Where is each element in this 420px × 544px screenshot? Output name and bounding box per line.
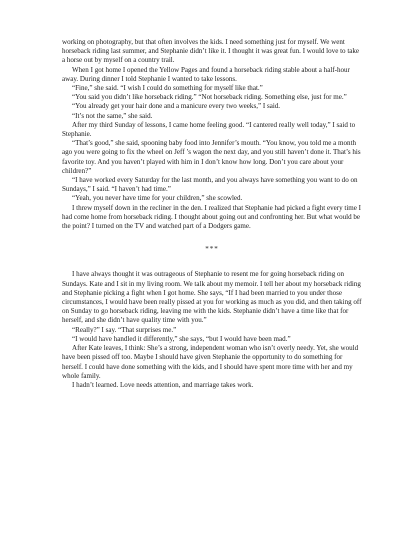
paragraph: I threw myself down in the recliner in the den. I realized that Stephanie had picked a fight every time I had come home from horseback riding. I thought about going out and confronting her. But what would be the point? I turned on the TV and watched part of a Dodgers game. xyxy=(62,203,362,231)
paragraph: “You said you didn’t like horseback riding.” “Not horseback riding. Something else, just for me.” xyxy=(72,93,347,102)
paragraph: “Fine,” she said. “I wish I could do something for myself like that.” xyxy=(72,84,263,93)
section-separator: *** xyxy=(205,245,219,254)
paragraph: When I got home I opened the Yellow Pages and found a horseback riding stable about a half-hour away. During dinner I told Stephanie I wanted to take lessons. xyxy=(62,65,350,83)
paragraph: After my third Sunday of lessons, I came home feeling good. “I cantered really well today,” I said to Stephanie. xyxy=(62,120,356,139)
document-page xyxy=(62,38,362,390)
paragraph: “I have worked every Saturday for the last month, and you always have something you want to do on Sundays,” I said. “I haven’t had time.” xyxy=(62,176,358,194)
paragraph: “It’s not the same,” she said. xyxy=(72,111,153,120)
paragraph: I hadn’t learned. Love needs attention, and marriage takes work. xyxy=(72,380,254,389)
paragraph: I have always thought it was outrageous of Stephanie to resent me for going horseback riding on Sundays. Kate and I sit in my living room. We talk about my memoir. I tell her about my horseback riding and Stephanie picking a fight when I got home. She says, “If I had been married to you under those circumstances, I would have been really pissed at you for working as much as you did, and then taking off on Sunday to go horseback riding, leaving me with the kids. Stephanie didn’t have a time like that for herself, and she didn’t have quality time with you.” xyxy=(62,270,362,325)
paragraph: “That’s good,” she said, spooning baby food into Jennifer’s mouth. “You know, you told me a month ago you were going to fix the wheel on Jeff ’s wagon the next day, and you still haven’t done it. That’s his favorite toy. And you haven’t played with him in I don’t know how long. Don’t you care about your children?” xyxy=(62,139,361,175)
paragraph: After Kate leaves, I think: She’s a strong, independent woman who isn’t overly needy. Yet, she would have been pissed off too. Maybe I should have given Stephanie the opportunity to do something for herself. I could have done something with the kids, and I should have spent more time with her and my whole family. xyxy=(62,344,359,380)
paragraph: “I would have handled it differently,” she says, “but I would have been mad.” xyxy=(72,334,291,343)
paragraph: “Yeah, you never have time for your children,” she scowled. xyxy=(72,194,243,203)
paragraph: “You already get your hair done and a manicure every two weeks,” I said. xyxy=(72,102,281,111)
paragraph: working on photography, but that often involves the kids. I need something just for myself. We went horseback riding last summer, and Stephanie didn’t like it. I thought it was great fun. I would love to take a horse out by myself on a country trail. xyxy=(62,38,360,65)
paragraph: “Really?” I say. “That surprises me.” xyxy=(72,325,177,334)
